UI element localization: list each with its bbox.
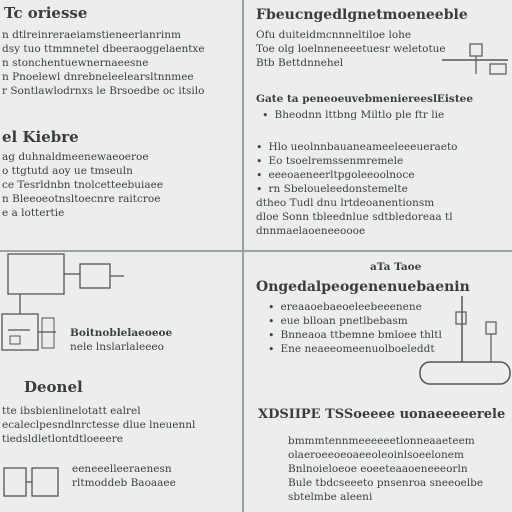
panel-top-left [0, 0, 242, 250]
text-line: r Sontlawlodrnxs le Brsoedbe oc itsilo [2, 85, 205, 97]
heading: Tc oriesse [4, 4, 88, 22]
list-item [256, 168, 458, 182]
paragraph [288, 434, 483, 504]
text-line: n Pnoelewl dnrebneleelearsltnnmee [2, 71, 194, 83]
list-item-text: ereaaoebaeoeleebeeenene [280, 301, 422, 313]
text-line: n Bleeoeotnsltoecnre raitcroe [2, 193, 161, 205]
text-line: n stonchentuewnernaeesne [2, 57, 149, 69]
text-line: olaeroeeoeoaeeoleoinlsoeelonem [288, 449, 464, 461]
bullet-icon: • [256, 182, 263, 196]
text-line: sbtelmbe aleeni [288, 491, 373, 503]
panel-bottom-left [0, 252, 242, 512]
list-item-text: Bheodnn lttbng Miltlo ple ftr lie [274, 109, 445, 121]
list-item [262, 108, 444, 122]
text-line: Ofu duiteidmcnnneltiloe lohe [256, 29, 412, 41]
text-line: dloe Sonn tbleednlue sdtbledoreaa tl [256, 211, 453, 223]
bullet-icon: • [256, 140, 263, 154]
paragraph [256, 28, 446, 70]
text-line: dsy tuo ttmmnetel dbeeraoggelaentxe [2, 43, 205, 55]
list-item [256, 154, 458, 168]
bullet-icon: • [268, 342, 275, 356]
list-item-text: rn Sbeloueleedonstemelte [268, 183, 408, 195]
text-line: rltmoddeb Baoaaee [72, 477, 176, 489]
text-line: Toe olg loelnneneeetuesr weletotue [256, 43, 446, 55]
paragraph [2, 150, 163, 220]
bullet-icon: • [268, 328, 275, 342]
component-diagram [2, 460, 62, 500]
text-line: dtheo Tudl dnu lrtdeoanentionsm [256, 197, 435, 209]
list-item-text: eue blloan pnetlbebasm [280, 315, 408, 327]
list-item [256, 140, 458, 154]
subheading: Gate ta peneoeuvebmeniereeslEistee [256, 93, 474, 105]
schematic-diagram [440, 40, 510, 80]
text-line: ag duhnaldmeenewaeoeroe [2, 151, 149, 163]
text-line: ce Tesrldnbn tnolcetteebuiaee [2, 179, 164, 191]
text-line: Boitnoblelaeoeoe [70, 327, 173, 339]
text-line: Bule tbdcseeeto pnsenroa sneeoelbe [288, 477, 484, 489]
text-line: tiedsldletlontdtloeeere [2, 433, 123, 445]
list-item-text: eeeoaeneerltpgoleeoolnoce [268, 169, 415, 181]
text-line: bmmmtennmeeeeeetlonneaaeteem [288, 435, 475, 447]
text-line: Btb Bettdnnehel [256, 57, 344, 69]
bullet-icon: • [268, 314, 275, 328]
heading: XDSIIPE TSSoeeee uonaeeeeerele [258, 407, 506, 422]
diagram-caption [70, 326, 172, 354]
bullet-icon: • [256, 154, 263, 168]
heading: Fbeucngedlgnetmoeneeble [256, 7, 468, 23]
text-line: tte ibsbienlinelotatt ealrel [2, 405, 141, 417]
paragraph [2, 28, 205, 98]
heading: Ongedalpeogenenuebaenin [256, 279, 470, 295]
device-diagram [402, 292, 512, 392]
list-item-text: Eo tsoelremssenmremele [268, 155, 404, 167]
bullet-icon: • [262, 108, 269, 122]
list-item-text: Hlo ueolnnbauaneameeleeeueraeto [268, 141, 458, 153]
heading: Deonel [24, 378, 83, 396]
panel-bottom-right [244, 252, 512, 512]
text-line: o ttgtutd aoy ue tmseuln [2, 165, 133, 177]
paragraph [2, 404, 195, 446]
text-line: eeneeelleeraenesn [72, 463, 172, 475]
text-line: e a lottertie [2, 207, 65, 219]
text-line: nele lnslarlaleeeo [70, 341, 164, 353]
bullet-icon: • [268, 300, 275, 314]
list-item [256, 182, 458, 196]
text-line: ecaleclpesndlnrctesse dlue lneuennl [2, 419, 196, 431]
text-line: Bnlnoieloeoe eoeeteaaoeneeeorln [288, 463, 468, 475]
list-item-text: Ene neaeeomeenuolboeleddt [280, 343, 435, 355]
bullet-icon: • [256, 168, 263, 182]
list-item-text: Bnneaoa ttbemne bmloee thltl [280, 329, 442, 341]
bullet-list [256, 140, 458, 238]
heading: el Kiebre [2, 128, 79, 146]
panel-top-right [244, 0, 512, 250]
text-line: n dtlreinreraeiamstieneerlanrinm [2, 29, 181, 41]
tag-label: aTa Taoe [370, 261, 422, 273]
text-line: dnnmaelaoeneeoooe [256, 225, 366, 237]
paragraph [72, 462, 176, 490]
